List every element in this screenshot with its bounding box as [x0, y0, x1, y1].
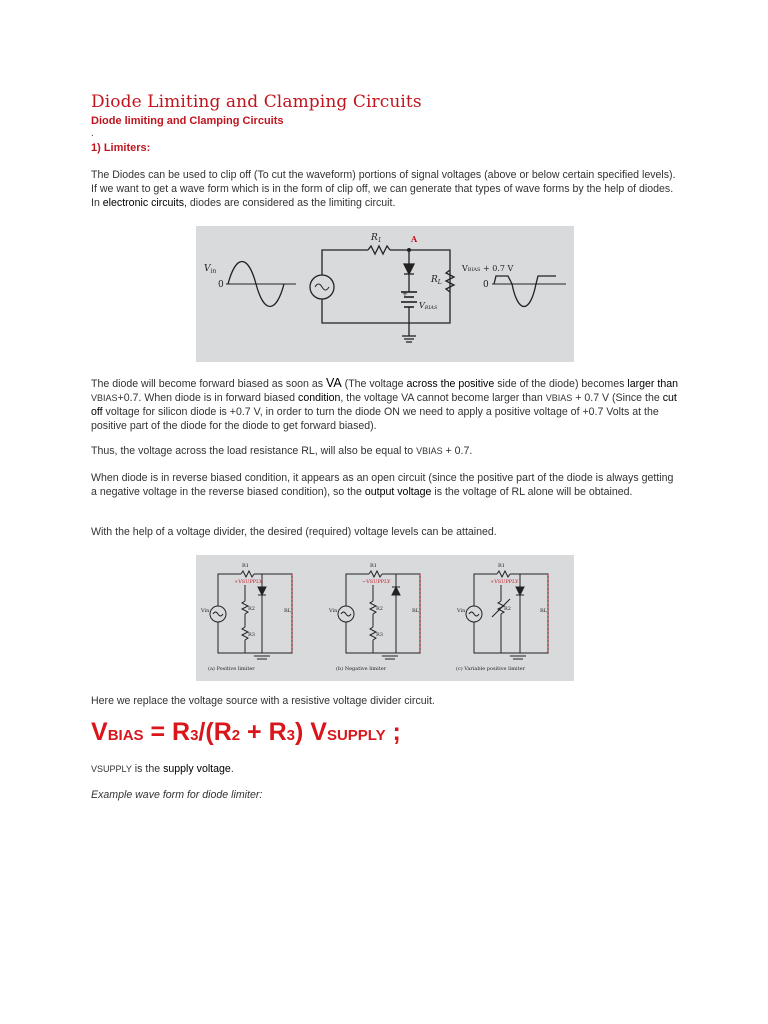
divider-limiters-diagram — [196, 555, 574, 681]
paragraph-load-voltage — [91, 444, 681, 458]
label-output-level: VBIAS + 0.7 V — [462, 264, 514, 273]
fb-va: VA — [325, 376, 342, 390]
formula-bias: BIAS — [107, 727, 144, 744]
node-a-dot — [407, 248, 411, 252]
fig2a-vin: Vin — [201, 608, 210, 614]
label-vbias: VBIAS — [419, 301, 438, 311]
intro-text-2: , diodes are considered as the limiting circuit. — [184, 197, 396, 209]
link-output-voltage[interactable]: output voltage — [364, 486, 432, 498]
fig2c-vin: Vin — [457, 608, 466, 614]
paragraph-divider-replace: Here we replace the voltage source with a resistive voltage divider circuit. — [91, 695, 435, 707]
fb-text-4: +0.7. When diode is in forward biased — [117, 392, 299, 404]
fig2-caption-c: (c) Variable positive limiter — [456, 666, 525, 672]
label-r1: $R_1$ — [371, 233, 382, 244]
link-across-the-positive[interactable]: across the positive — [406, 378, 495, 390]
formula-sub3: 3 — [190, 727, 199, 744]
fig2a-r1: R1 — [242, 563, 249, 569]
limiter-circuit-diagram — [196, 226, 574, 362]
formula-plus: + R — [240, 718, 287, 746]
rb-text-2: is the voltage of RL alone will be obtained. — [431, 486, 633, 498]
load-vbias: VBIAS — [416, 446, 443, 456]
fig2b-r2: R2 — [376, 606, 383, 612]
fb-vbias-1: VBIAS — [91, 393, 118, 403]
fb-text-7: voltage for silicon diode is +0.7 V, in order to turn the diode ON we need to apply a positive voltage of +0.7 Volts at the positive part of the diode for the diode to get forward biased). — [91, 406, 659, 432]
page-title: Diode Limiting and Clamping Circuits — [91, 92, 422, 112]
paragraph-intro — [91, 168, 681, 210]
fig2a-vsupply: +VSUPPLY — [234, 579, 263, 585]
formula-sub2: 2 — [231, 727, 241, 744]
label-vin: $V_{in}$ — [204, 264, 217, 275]
formula-sub3b: 3 — [286, 727, 295, 744]
link-electronic-circuits[interactable]: electronic circuits — [102, 197, 185, 209]
fig2b-vin: Vin — [329, 608, 338, 614]
fb-text-1: The diode will become forward biased as soon as — [91, 378, 326, 390]
paragraph-example-waveform: Example wave form for diode limiter: — [91, 789, 263, 801]
paragraph-voltage-divider: With the help of a voltage divider, the desired (required) voltage levels can be attained. — [91, 526, 497, 538]
paragraph-forward-bias — [91, 376, 681, 433]
paragraph-reverse-bias — [91, 471, 681, 499]
fb-text-3: side of the diode) becomes — [494, 378, 628, 390]
link-condition[interactable]: condition — [298, 392, 341, 404]
figure-divider-limiters — [196, 555, 574, 681]
fig2c-rl: RL — [540, 608, 548, 614]
subtitle: Diode limiting and Clamping Circuits — [91, 115, 284, 127]
stray-dot: . — [91, 128, 94, 139]
formula-v: V — [91, 718, 108, 746]
fig2c-r1: R1 — [498, 563, 505, 569]
load-text-1: Thus, the voltage across the load resistance RL, will also be equal to — [91, 445, 417, 457]
fig2b-r1: R1 — [370, 563, 377, 569]
formula-semicolon: ; — [385, 718, 401, 746]
label-zero-left: 0 — [218, 280, 224, 290]
fig2-caption-b: (b) Negative limiter — [336, 666, 387, 672]
fig2b-r3: R3 — [376, 632, 383, 638]
formula-supply: SUPPLY — [326, 727, 386, 744]
label-rl: $R_L$ — [431, 275, 442, 286]
load-text-2: + 0.7. — [442, 445, 473, 457]
vsupply-period: . — [230, 763, 234, 775]
label-node-a: A — [411, 234, 418, 244]
paragraph-vsupply — [91, 762, 681, 776]
fb-text-5: , the voltage VA cannot become larger than — [340, 392, 546, 404]
fb-text-2: (The voltage — [341, 378, 407, 390]
link-cut-off[interactable]: cut off — [91, 392, 677, 418]
vsupply-is-the: is the — [131, 763, 164, 775]
fig2c-vsupply: +VSUPPLY — [490, 579, 519, 585]
intro-text-1: The Diodes can be used to clip off (To cut the waveform) portions of signal voltages (above or below certain specified levels). If we want to get a wave form which is in the form of clip off, we can generate that types of wave forms by the help of diodes. In — [91, 169, 676, 209]
link-supply-voltage[interactable]: supply voltage — [163, 763, 231, 775]
fb-text-6: + 0.7 V (Since the — [572, 392, 663, 404]
formula-mid: /(R — [198, 718, 232, 746]
fig2-caption-a: (a) Positive limiter — [208, 666, 255, 672]
fig2b-vsupply: −VSUPPLY — [362, 579, 391, 585]
vsupply-text: VSUPPLY — [91, 764, 132, 774]
fig2b-rl: RL — [412, 608, 420, 614]
formula-close: ) V — [294, 718, 327, 746]
battery-plus: + — [402, 290, 408, 298]
fig2a-r2: R2 — [248, 606, 255, 612]
section-heading-limiters: 1) Limiters: — [91, 142, 151, 154]
rb-text-1: When diode is in reverse biased condition, it appears as an open circuit (since the positive part of the diode is always getting a negative voltage in the reverse biased condition), so the — [91, 472, 674, 498]
figure-limiter-circuit — [196, 226, 574, 362]
fb-vbias-2: VBIAS — [545, 393, 573, 403]
formula-eq: = R — [143, 718, 191, 746]
vbias-formula — [91, 718, 401, 747]
link-larger-than[interactable]: larger than — [627, 378, 678, 390]
fig2a-r3: R3 — [248, 632, 255, 638]
label-zero-right: 0 — [483, 280, 489, 290]
fig2a-rl: RL — [284, 608, 292, 614]
fig2c-r2: R2 — [504, 606, 511, 612]
